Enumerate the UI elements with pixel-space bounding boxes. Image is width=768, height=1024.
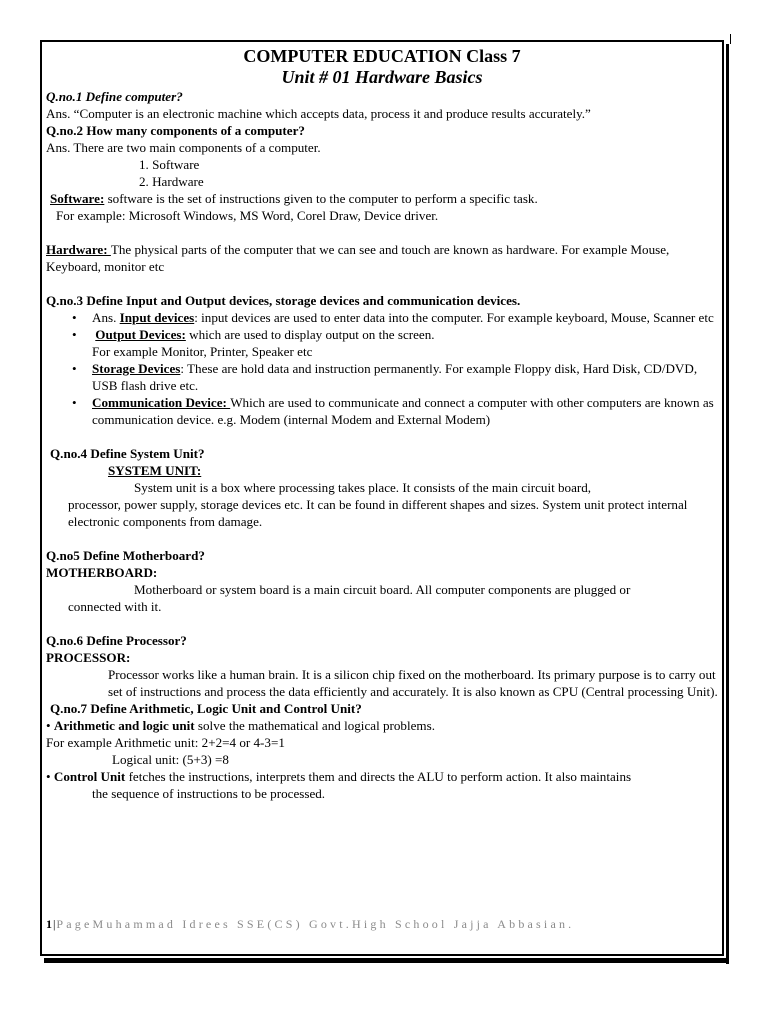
software-example: For example: Microsoft Windows, MS Word, Corel Draw, Device driver. xyxy=(56,208,439,223)
page-shadow-right xyxy=(726,44,729,964)
page-number: 1 xyxy=(46,917,53,931)
hardware-definition xyxy=(46,241,718,275)
logic-example: Logical unit: (5+3) =8 xyxy=(112,752,229,767)
alu-term: Arithmetic and logic unit xyxy=(53,718,195,733)
software-definition xyxy=(46,190,718,207)
motherboard-body: connected with it. xyxy=(68,599,162,614)
footer-text: PageMuhammad Idrees SSE(CS) Govt.High School Jajja Abbasian. xyxy=(56,917,575,931)
devices-list xyxy=(46,309,718,343)
page-footer xyxy=(46,917,574,932)
control-unit-term: Control Unit xyxy=(53,769,126,784)
output-term: Output Devices: xyxy=(95,327,186,342)
processor-body: Processor works like a human brain. It is a silicon chip fixed on the motherboard. Its primary purpose is to carry out set of instructions and process the data efficiently and accurately. It is also known as CPU (Central processing Unit). xyxy=(108,667,718,699)
list-item-communication: • Communication Device: Which are used to communicate and connect a computer with other computers are known as communication device. e.g. Modem (internal Modem and External Modem) xyxy=(72,395,714,427)
software-term: Software: xyxy=(50,191,105,206)
q4-question: Q.no.4 Define System Unit? xyxy=(50,446,205,461)
bullet-icon: • xyxy=(72,395,77,410)
components-list xyxy=(46,156,718,190)
list-item-input: • Ans. Input devices: input devices are used to enter data into the computer. For example keyboard, Mouse, Scanner etc xyxy=(72,310,714,325)
motherboard-heading: MOTHERBOARD: xyxy=(46,565,158,580)
control-unit-definition: • Control Unit fetches the instructions, interprets them and directs the ALU to perform action. It also maintains xyxy=(46,769,632,784)
document-title: COMPUTER EDUCATION Class 7 xyxy=(243,46,521,66)
output-example: For example Monitor, Printer, Speaker etc xyxy=(92,344,313,359)
software-text: software is the set of instructions given to the computer to perform a specific task. xyxy=(104,191,538,206)
control-unit-continuation: the sequence of instructions to be processed. xyxy=(92,786,326,801)
q7-question: Q.no.7 Define Arithmetic, Logic Unit and Control Unit? xyxy=(50,701,362,716)
hardware-text: The physical parts of the computer that we can see and touch are known as hardware. For example Mouse, Keyboard, monitor etc xyxy=(46,242,670,274)
devices-list-2 xyxy=(46,360,718,428)
bullet-icon: • xyxy=(46,718,51,733)
hardware-term: Hardware: xyxy=(46,242,111,257)
list-item: 2. Hardware xyxy=(139,174,204,189)
system-unit-body-first: System unit is a box where processing takes place. It consists of the main circuit board, xyxy=(134,480,592,495)
list-item-storage: • Storage Devices: These are hold data and instruction permanently. For example Floppy disk, Hard Disk, CD/DVD, USB flash drive etc. xyxy=(72,361,698,393)
motherboard-body-first: Motherboard or system board is a main circuit board. All computer components are plugged or xyxy=(134,582,631,597)
footer-separator: | xyxy=(53,917,57,931)
q5-question: Q.no5 Define Motherboard? xyxy=(46,548,205,563)
bullet-icon: • xyxy=(72,361,77,376)
page-shadow-bottom xyxy=(44,958,729,963)
communication-term: Communication Device: xyxy=(92,395,231,410)
q2-question: Q.no.2 How many components of a computer? xyxy=(46,123,305,138)
processor-heading: PROCESSOR: xyxy=(46,650,131,665)
list-item-output: • Output Devices: which are used to display output on the screen. xyxy=(72,327,435,342)
q3-question: Q.no.3 Define Input and Output devices, storage devices and communication devices. xyxy=(46,293,521,308)
q1-answer: Ans. “Computer is an electronic machine which accepts data, process it and produce results accurately.” xyxy=(46,106,591,121)
q1-question: Q.no.1 Define computer? xyxy=(46,89,183,104)
system-unit-body: processor, power supply, storage devices etc. It can be found in different shapes and sizes. System unit protect internal electronic components from damage. xyxy=(68,497,688,529)
alu-example: For example Arithmetic unit: 2+2=4 or 4-3=1 xyxy=(46,735,285,750)
alu-definition: • Arithmetic and logic unit solve the mathematical and logical problems. xyxy=(46,718,435,733)
q2-answer: Ans. There are two main components of a computer. xyxy=(46,140,321,155)
document-subtitle: Unit # 01 Hardware Basics xyxy=(281,67,483,87)
list-item: 1. Software xyxy=(139,157,200,172)
q6-question: Q.no.6 Define Processor? xyxy=(46,633,187,648)
page-content xyxy=(46,46,718,802)
bullet-icon: • xyxy=(72,310,77,325)
page-border xyxy=(40,40,724,956)
system-unit-heading: SYSTEM UNIT: xyxy=(108,463,202,478)
corner-mark xyxy=(730,34,731,44)
bullet-icon: • xyxy=(46,769,51,784)
storage-term: Storage Devices xyxy=(92,361,181,376)
input-term: Input devices xyxy=(119,310,195,325)
bullet-icon: • xyxy=(72,327,77,342)
